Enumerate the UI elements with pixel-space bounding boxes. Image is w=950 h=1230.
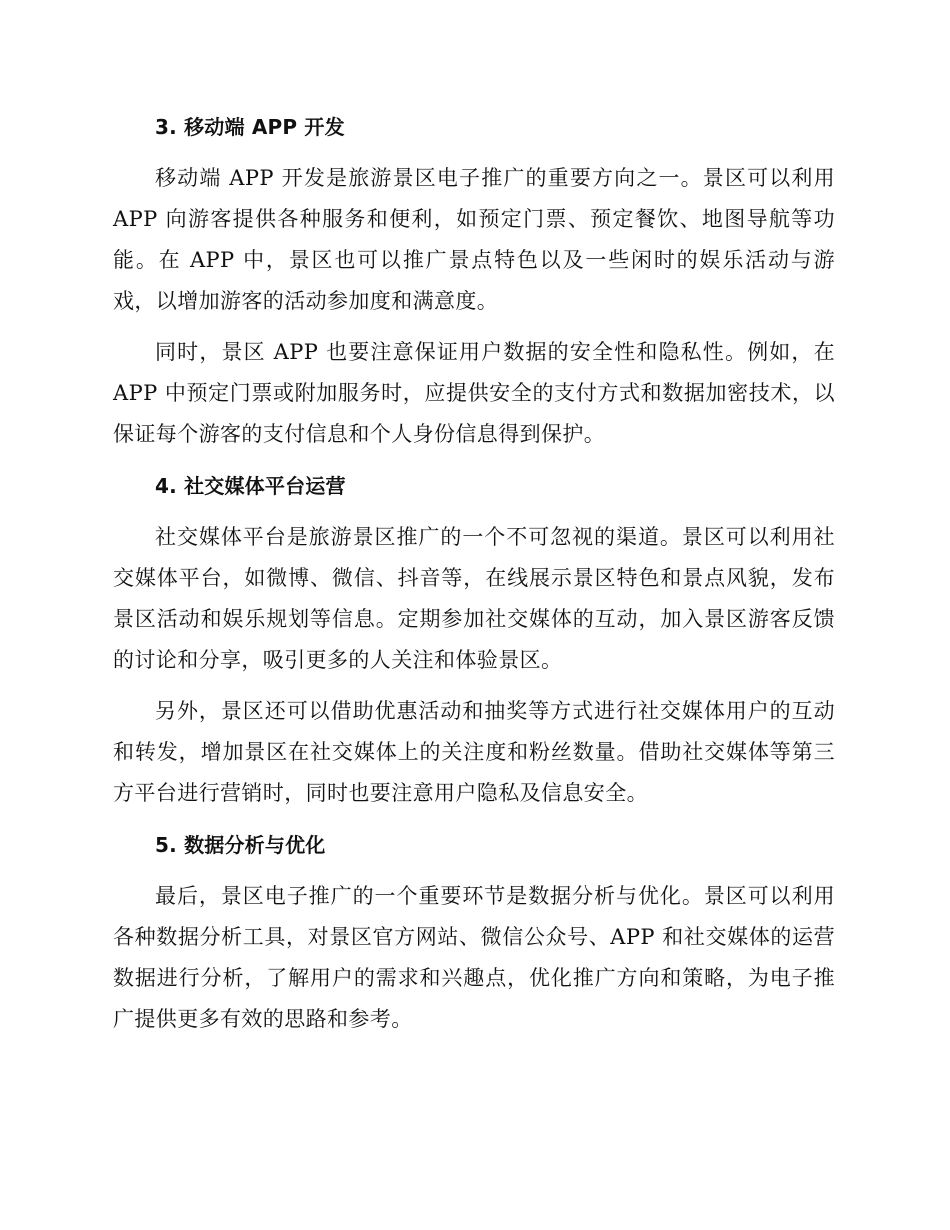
section-heading: 4. 社交媒体平台运营 xyxy=(155,474,346,498)
paragraph: 同时，景区 APP 也要注意保证用户数据的安全性和隐私性。例如，在 APP 中预定门票或附加服务时，应提供安全的支付方式和数据加密技术，以保证每个游客的支付信息和个人身份信息得到保护。 xyxy=(113,340,835,446)
paragraph: 最后，景区电子推广的一个重要环节是数据分析与优化。景区可以利用各种数据分析工具，对景区官方网站、微信公众号、APP 和社交媒体的运营数据进行分析，了解用户的需求和兴趣点，优化推广方向和策略，为电子推广提供更多有效的思路和参考。 xyxy=(113,884,835,1031)
document-body xyxy=(113,110,835,1054)
paragraph: 社交媒体平台是旅游景区推广的一个不可忽视的渠道。景区可以利用社交媒体平台，如微博、微信、抖音等，在线展示景区特色和景点风貌，发布景区活动和娱乐规划等信息。定期参加社交媒体的互动，加入景区游客反馈的讨论和分享，吸引更多的人关注和体验景区。 xyxy=(113,525,835,672)
paragraph: 移动端 APP 开发是旅游景区电子推广的重要方向之一。景区可以利用 APP 向游客提供各种服务和便利，如预定门票、预定餐饮、地图导航等功能。在 APP 中，景区也可以推广景点特色以及一些闲时的娱乐活动与游戏，以增加游客的活动参加度和满意度。 xyxy=(113,166,835,313)
section-data-analysis xyxy=(113,828,835,1040)
section-social-media xyxy=(113,469,835,814)
section-heading: 5. 数据分析与优化 xyxy=(155,833,326,857)
section-heading: 3. 移动端 APP 开发 xyxy=(155,115,345,139)
section-mobile-app xyxy=(113,110,835,455)
paragraph: 另外，景区还可以借助优惠活动和抽奖等方式进行社交媒体用户的互动和转发，增加景区在社交媒体上的关注度和粉丝数量。借助社交媒体等第三方平台进行营销时，同时也要注意用户隐私及信息安全。 xyxy=(113,699,835,805)
